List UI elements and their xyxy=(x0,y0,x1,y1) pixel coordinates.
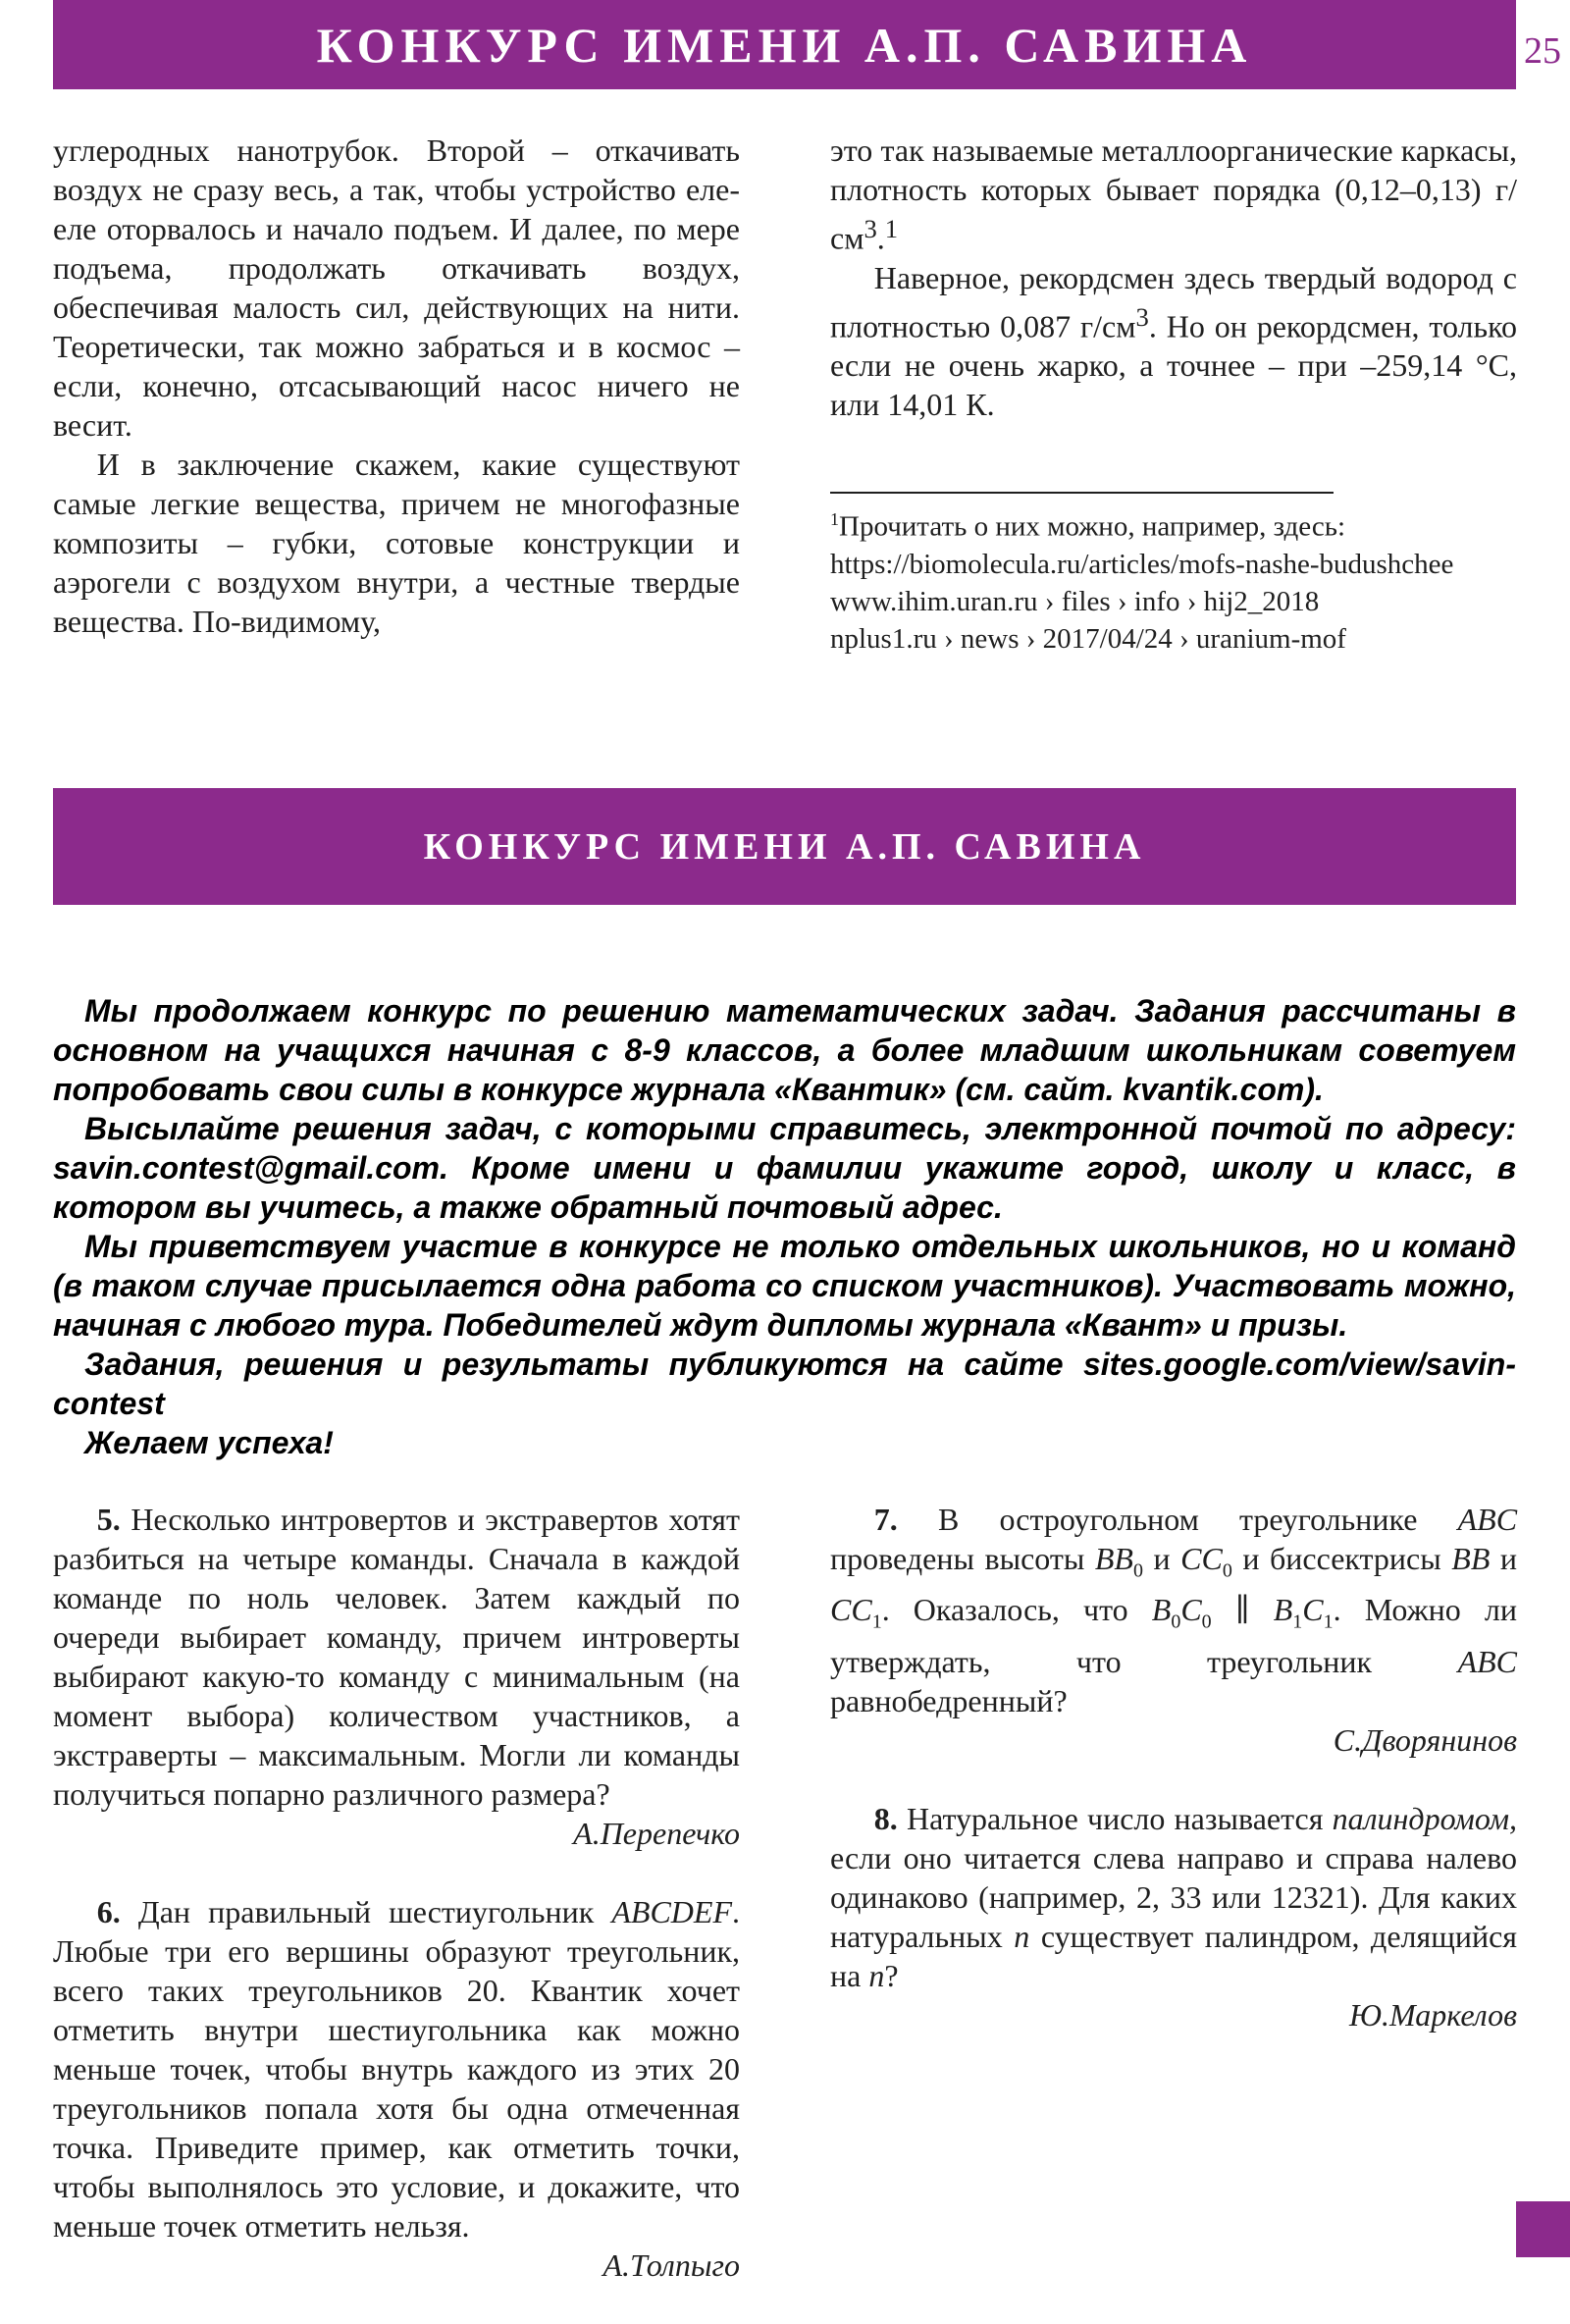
footnote-marker: 1 xyxy=(830,509,839,529)
problem-author: Ю.Маркелов xyxy=(1348,1996,1517,2033)
corner-decoration xyxy=(1516,2201,1570,2257)
problems-left-column xyxy=(53,1500,740,2324)
problem-text: 8. Натуральное число называется палиндромом, если оно читается слева направо и справа налево одинаково (например, 2, 33 или 12321). Для каких натуральных n существует палиндром, делящийся на n? xyxy=(830,1800,1518,1993)
problem-number: 6. xyxy=(96,1894,121,1929)
footnote-text: $^1$Прочитать о них можно, например, здесь: xyxy=(830,509,1346,543)
footnotes xyxy=(830,501,1517,658)
contest-intro xyxy=(53,991,1516,1462)
intro-paragraph: Высылайте решения задач, с которыми справитесь, электронной почтой по адресу: savin.contest@gmail.com. Кроме имени и фамилии укажите город, школу и класс, в котором вы учитесь, а также обратный почтовый адрес. xyxy=(53,1111,1516,1225)
article-continuation-left xyxy=(53,131,740,641)
problem-6 xyxy=(53,1892,740,2285)
problem-number: 5. xyxy=(96,1502,121,1537)
intro-paragraph: Задания, решения и результаты публикуются на сайте sites.google.com/view/savin-contest xyxy=(53,1347,1516,1421)
problem-number: 8. xyxy=(873,1800,898,1836)
problem-5 xyxy=(53,1500,740,1853)
contest-banner xyxy=(53,788,1516,905)
problem-text: 5. Несколько интровертов и экстравертов хотят разбиться на четыре команды. Сначала в каждой команде по ноль человек. Затем каждый по очереди выбирает команду, причем интроверты выбирают какую-то команду с минимальным (на момент выбора) количеством участников, а экстраверты – максимальным. Могли ли команды получиться попарно различного размера? xyxy=(53,1502,741,1812)
paragraph: И в заключение скажем, какие существуют самые легкие вещества, причем не многофазные композиты – губки, сотовые конструкции и аэрогели с воздухом внутри, а честные твердые вещества. По-видимому, xyxy=(53,447,740,639)
footnote-link[interactable]: nplus1.ru › news › 2017/04/24 › uranium-mof xyxy=(830,622,1346,655)
footnote-link[interactable]: https://biomolecula.ru/articles/mofs-nashe-budushchee xyxy=(830,548,1454,580)
problem-number: 7. xyxy=(873,1502,898,1537)
paragraph: это так называемые металлоорганические каркасы, плотность которых бывает порядка (0,12–0,13) $г/см^3.^1$ xyxy=(830,132,1517,256)
problem-author: А.Толпыго xyxy=(602,2247,740,2283)
intro-paragraph: Мы приветствуем участие в конкурсе не только отдельных школьников, но и команд (в таком случае присылается одна работа со списком участников). Участвовать можно, начиная с любого тура. Победителей ждут дипломы журнала «Квант» и призы. xyxy=(53,1229,1516,1343)
intro-paragraph: Мы продолжаем конкурс по решению математических задач. Задания рассчитаны в основном на учащихся начиная с 8-9 классов, а более младшим школьникам советуем попробовать свои силы в конкурсе журнала «Квантик» (см. сайт. kvantik.com). xyxy=(53,993,1516,1107)
footnote-link[interactable]: www.ihim.uran.ru › files › info › hij2_2018 xyxy=(830,585,1320,617)
page-number: 25 xyxy=(1524,30,1561,72)
problem-text: 6. Дан правильный шестиугольник ABCDEF. Любые три его вершины образуют треугольник, всего таких треугольников 20. Квантик хочет отметить внутри шестиугольника как можно меньше точек, чтобы внутрь каждого из этих 20 треугольников попала хотя бы одна отмеченная точка. Приведите пример, как отметить точки, чтобы выполнялось это условие, и докажите, что меньше точек отметить нельзя. xyxy=(53,1894,740,2244)
running-header xyxy=(53,0,1516,89)
intro-paragraph: Желаем успеха! xyxy=(84,1425,334,1460)
problem-author: А.Перепечко xyxy=(573,1816,740,1851)
paragraph: Наверное, рекордсмен здесь твердый водород с плотностью 0,087 $г/см^3$. Но он рекордсмен, только если не очень жарко, а точнее – при –259,14 °С, или 14,01 К. xyxy=(830,259,1518,423)
problem-7 xyxy=(830,1500,1517,1760)
contest-banner-title: КОНКУРС ИМЕНИ А.П. САВИНА xyxy=(423,825,1146,868)
article-continuation-right xyxy=(830,131,1517,424)
problems-right-column xyxy=(830,1500,1517,2074)
running-header-title: КОНКУРС ИМЕНИ А.П. САВИНА xyxy=(316,17,1253,73)
problem-author: С.Дворянинов xyxy=(1333,1721,1517,1758)
footnote-reference: 1 xyxy=(884,214,899,243)
problem-text: 7. В остроугольном треугольнике ABC проведены высоты $BB_0$ и $CC_0$ и биссектрисы BB и $CC_1$. Оказалось, что $B_0C_0$ ∥ $B_1C_1$. Можно ли утверждать, что треугольник ABC равнобедренный? xyxy=(830,1502,1518,1718)
paragraph: углеродных нанотрубок. Второй – откачивать воздух не сразу весь, а так, чтобы устройство еле-еле оторвалось и начало подъем. И далее, по мере подъема, продолжать откачивать воздух, обеспечивая малость сил, действующих на нити. Теоретически, так можно забраться и в космос – если, конечно, отсасывающий насос ничего не весит. xyxy=(53,132,740,443)
problem-8 xyxy=(830,1799,1517,2034)
footnote-divider xyxy=(830,492,1334,494)
